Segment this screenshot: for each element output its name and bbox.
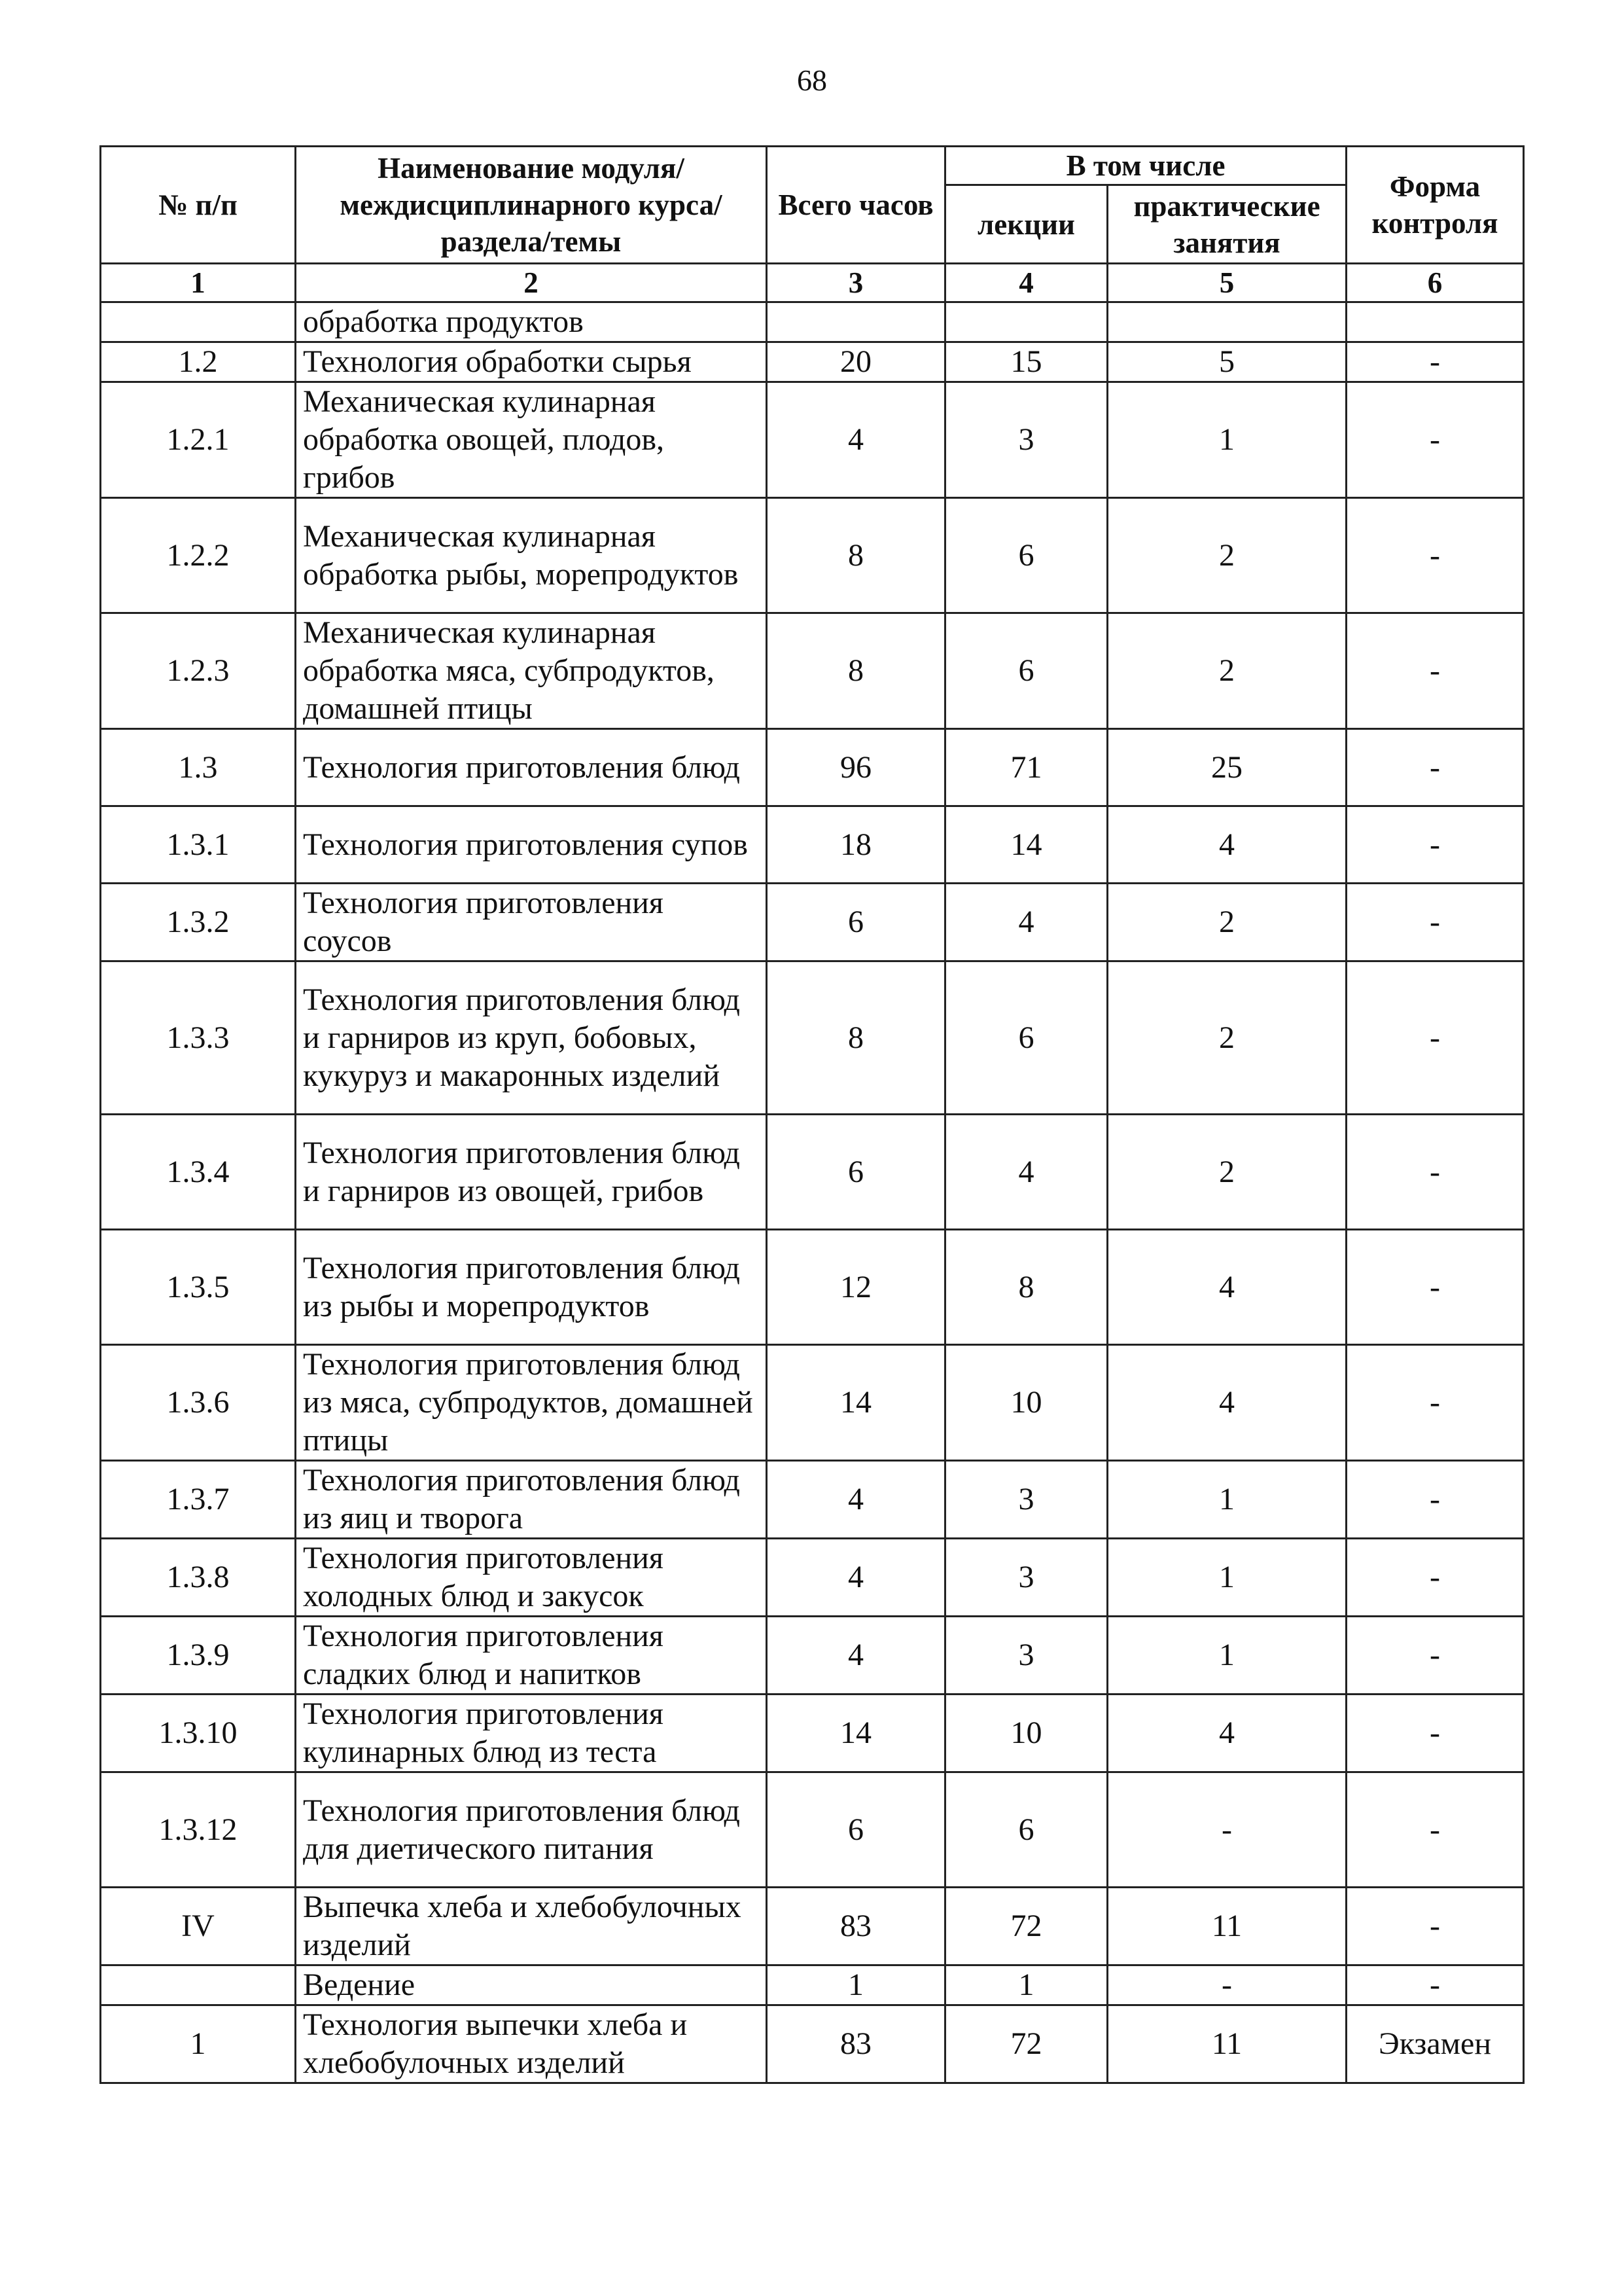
table-row: [101, 884, 1524, 961]
row-name-cell: Ведение: [296, 1965, 767, 2005]
row-control-cell: -: [1347, 342, 1524, 382]
row-number-cell: [101, 1965, 296, 2005]
row-lectures-cell: 6: [945, 613, 1108, 729]
row-name-cell: Технология приготовления блюд: [296, 729, 767, 806]
row-name-cell: Технология приготовления кулинарных блюд из теста: [296, 1695, 767, 1772]
row-lectures-cell: 4: [945, 1115, 1108, 1230]
row-total-hours-cell: 8: [767, 961, 945, 1115]
row-total-hours-cell: 1: [767, 1965, 945, 2005]
row-number-cell: 1.3.7: [101, 1461, 296, 1539]
table-row: [101, 302, 1524, 342]
row-number-cell: [101, 302, 296, 342]
row-lectures-cell: 71: [945, 729, 1108, 806]
column-numbers-row: [101, 264, 1524, 302]
row-name-cell: Технология приготовления блюд из мяса, субпродуктов, домашней птицы: [296, 1345, 767, 1461]
row-name-cell: Технология приготовления блюд и гарниров из овощей, грибов: [296, 1115, 767, 1230]
row-name-cell: Технология приготовления блюд для диетического питания: [296, 1772, 767, 1888]
row-lectures-cell: 6: [945, 961, 1108, 1115]
row-total-hours-cell: 4: [767, 382, 945, 498]
row-total-hours-cell: 14: [767, 1695, 945, 1772]
row-name-cell: Выпечка хлеба и хлебобулочных изделий: [296, 1888, 767, 1965]
table-row: [101, 1345, 1524, 1461]
row-lectures-cell: 14: [945, 806, 1108, 884]
row-control-cell: -: [1347, 382, 1524, 498]
row-name-cell: Технология приготовления холодных блюд и закусок: [296, 1539, 767, 1617]
column-number: 1: [101, 264, 296, 302]
table-row: [101, 1965, 1524, 2005]
row-practice-cell: 2: [1108, 961, 1347, 1115]
table-row: [101, 1461, 1524, 1539]
row-number-cell: 1.3.8: [101, 1539, 296, 1617]
row-control-cell: [1347, 302, 1524, 342]
row-number-cell: 1.3.3: [101, 961, 296, 1115]
row-practice-cell: 2: [1108, 884, 1347, 961]
row-name-cell: Технология приготовления супов: [296, 806, 767, 884]
row-name-cell: Механическая кулинарная обработка мяса, субпродуктов, домашней птицы: [296, 613, 767, 729]
row-total-hours-cell: 6: [767, 1772, 945, 1888]
row-practice-cell: 4: [1108, 1230, 1347, 1345]
row-number-cell: 1.3.2: [101, 884, 296, 961]
row-total-hours-cell: 12: [767, 1230, 945, 1345]
row-name-cell: Технология приготовления блюд из рыбы и морепродуктов: [296, 1230, 767, 1345]
row-lectures-cell: 6: [945, 498, 1108, 613]
column-number: 6: [1347, 264, 1524, 302]
row-lectures-cell: 72: [945, 2005, 1108, 2083]
row-total-hours-cell: 83: [767, 1888, 945, 1965]
row-practice-cell: 25: [1108, 729, 1347, 806]
row-number-cell: IV: [101, 1888, 296, 1965]
row-lectures-cell: 3: [945, 382, 1108, 498]
row-name-cell: Технология приготовления блюд из яиц и творога: [296, 1461, 767, 1539]
table-row: [101, 1230, 1524, 1345]
table-row: [101, 613, 1524, 729]
row-lectures-cell: 1: [945, 1965, 1108, 2005]
table-row: [101, 498, 1524, 613]
row-control-cell: -: [1347, 1461, 1524, 1539]
row-name-cell: Технология выпечки хлеба и хлебобулочных изделий: [296, 2005, 767, 2083]
row-number-cell: 1.2.3: [101, 613, 296, 729]
table-row: [101, 342, 1524, 382]
row-total-hours-cell: 6: [767, 884, 945, 961]
row-control-cell: -: [1347, 884, 1524, 961]
row-total-hours-cell: 4: [767, 1617, 945, 1695]
row-number-cell: 1.3.4: [101, 1115, 296, 1230]
table-row: [101, 729, 1524, 806]
column-number: 2: [296, 264, 767, 302]
row-practice-cell: 4: [1108, 1695, 1347, 1772]
row-total-hours-cell: 8: [767, 498, 945, 613]
row-control-cell: Экзамен: [1347, 2005, 1524, 2083]
row-total-hours-cell: 4: [767, 1461, 945, 1539]
table-row: [101, 1888, 1524, 1965]
table-row: [101, 1539, 1524, 1617]
row-number-cell: 1.2.2: [101, 498, 296, 613]
row-total-hours-cell: 4: [767, 1539, 945, 1617]
page-number: 68: [797, 63, 827, 97]
header-control-form: Форма контроля: [1347, 147, 1524, 264]
row-number-cell: 1.2.1: [101, 382, 296, 498]
row-control-cell: -: [1347, 613, 1524, 729]
table-body: [101, 302, 1524, 2083]
row-control-cell: -: [1347, 1539, 1524, 1617]
row-practice-cell: 4: [1108, 806, 1347, 884]
column-number: 5: [1108, 264, 1347, 302]
row-total-hours-cell: 20: [767, 342, 945, 382]
row-number-cell: 1.2: [101, 342, 296, 382]
row-control-cell: -: [1347, 806, 1524, 884]
row-name-cell: Технология приготовления соусов: [296, 884, 767, 961]
row-total-hours-cell: 8: [767, 613, 945, 729]
row-practice-cell: [1108, 302, 1347, 342]
header-num: № п/п: [101, 147, 296, 264]
row-control-cell: -: [1347, 1965, 1524, 2005]
row-lectures-cell: 3: [945, 1461, 1108, 1539]
row-practice-cell: 2: [1108, 1115, 1347, 1230]
column-number: 4: [945, 264, 1108, 302]
row-total-hours-cell: [767, 302, 945, 342]
row-practice-cell: 1: [1108, 1461, 1347, 1539]
row-practice-cell: 1: [1108, 1617, 1347, 1695]
row-practice-cell: 5: [1108, 342, 1347, 382]
row-practice-cell: 2: [1108, 498, 1347, 613]
row-name-cell: Технология обработки сырья: [296, 342, 767, 382]
row-practice-cell: 1: [1108, 1539, 1347, 1617]
table-row: [101, 382, 1524, 498]
row-lectures-cell: 15: [945, 342, 1108, 382]
row-total-hours-cell: 96: [767, 729, 945, 806]
row-lectures-cell: 8: [945, 1230, 1108, 1345]
row-lectures-cell: 6: [945, 1772, 1108, 1888]
row-control-cell: -: [1347, 498, 1524, 613]
header-name: Наименование модуля/междисциплинарного курса/раздела/темы: [296, 147, 767, 264]
row-control-cell: -: [1347, 1345, 1524, 1461]
row-total-hours-cell: 14: [767, 1345, 945, 1461]
row-control-cell: -: [1347, 729, 1524, 806]
row-total-hours-cell: 6: [767, 1115, 945, 1230]
row-lectures-cell: 10: [945, 1345, 1108, 1461]
row-control-cell: -: [1347, 1888, 1524, 1965]
row-number-cell: 1.3.5: [101, 1230, 296, 1345]
row-lectures-cell: 3: [945, 1539, 1108, 1617]
header-lectures: лекции: [945, 185, 1108, 264]
row-lectures-cell: 72: [945, 1888, 1108, 1965]
row-practice-cell: 11: [1108, 2005, 1347, 2083]
row-control-cell: -: [1347, 961, 1524, 1115]
row-practice-cell: -: [1108, 1772, 1347, 1888]
row-practice-cell: -: [1108, 1965, 1347, 2005]
table-header: [101, 147, 1524, 302]
row-control-cell: -: [1347, 1230, 1524, 1345]
row-number-cell: 1.3: [101, 729, 296, 806]
row-number-cell: 1.3.12: [101, 1772, 296, 1888]
table-row: [101, 806, 1524, 884]
header-practice: практические занятия: [1108, 185, 1347, 264]
row-lectures-cell: [945, 302, 1108, 342]
row-control-cell: -: [1347, 1115, 1524, 1230]
curriculum-table: [99, 145, 1525, 2084]
row-number-cell: 1.3.6: [101, 1345, 296, 1461]
header-including: В том числе: [945, 147, 1347, 185]
row-number-cell: 1.3.9: [101, 1617, 296, 1695]
row-total-hours-cell: 83: [767, 2005, 945, 2083]
row-control-cell: -: [1347, 1772, 1524, 1888]
row-lectures-cell: 10: [945, 1695, 1108, 1772]
row-name-cell: Механическая кулинарная обработка рыбы, морепродуктов: [296, 498, 767, 613]
table-row: [101, 2005, 1524, 2083]
row-number-cell: 1.3.1: [101, 806, 296, 884]
row-practice-cell: 4: [1108, 1345, 1347, 1461]
row-control-cell: -: [1347, 1617, 1524, 1695]
row-control-cell: -: [1347, 1695, 1524, 1772]
row-total-hours-cell: 18: [767, 806, 945, 884]
table-row: [101, 1115, 1524, 1230]
row-practice-cell: 11: [1108, 1888, 1347, 1965]
table-row: [101, 961, 1524, 1115]
table-row: [101, 1617, 1524, 1695]
table-row: [101, 1695, 1524, 1772]
row-practice-cell: 2: [1108, 613, 1347, 729]
row-name-cell: Механическая кулинарная обработка овощей, плодов, грибов: [296, 382, 767, 498]
row-lectures-cell: 4: [945, 884, 1108, 961]
row-practice-cell: 1: [1108, 382, 1347, 498]
row-lectures-cell: 3: [945, 1617, 1108, 1695]
table-row: [101, 1772, 1524, 1888]
header-total-hours: Всего часов: [767, 147, 945, 264]
row-name-cell: Технология приготовления сладких блюд и напитков: [296, 1617, 767, 1695]
row-name-cell: Технология приготовления блюд и гарниров из круп, бобовых, кукуруз и макаронных изделий: [296, 961, 767, 1115]
row-number-cell: 1: [101, 2005, 296, 2083]
column-number: 3: [767, 264, 945, 302]
row-name-cell: обработка продуктов: [296, 302, 767, 342]
row-number-cell: 1.3.10: [101, 1695, 296, 1772]
